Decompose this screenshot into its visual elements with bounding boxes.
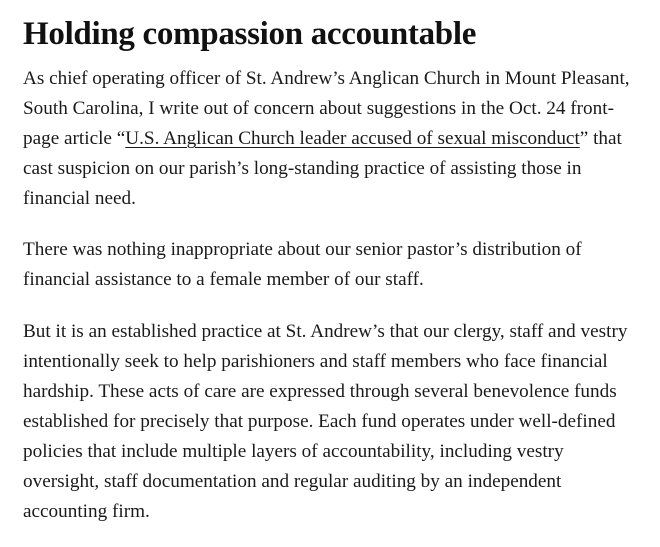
letter-article [23, 0, 643, 527]
article-headline: Holding compassion accountable [23, 16, 477, 52]
paragraph-1 [23, 64, 643, 214]
article-link[interactable]: U.S. Anglican Church leader accused of sexual misconduct [125, 128, 580, 149]
paragraph-1-text-after-link: ” that cast suspicion on our parish’s long-standing practice of assisting those in financial need. [23, 128, 622, 209]
paragraph-1-text-before-link: As chief operating officer of St. Andrew’s Anglican Church in Mount Pleasant, South Carolina, I write out of concern about suggestions in the Oct. 24 front-page article “ [23, 68, 630, 149]
paragraph-2: There was nothing inappropriate about our senior pastor’s distribution of financial assistance to a female member of our staff. [23, 239, 582, 290]
paragraph-3: But it is an established practice at St. Andrew’s that our clergy, staff and vestry intentionally seek to help parishioners and staff members who face financial hardship. These acts of care are expressed through several benevolence funds established for precisely that purpose. Each fund operates under well-defined policies that include multiple layers of accountability, including vestry oversight, staff documentation and regular auditing by an independent accounting firm. [23, 321, 628, 522]
